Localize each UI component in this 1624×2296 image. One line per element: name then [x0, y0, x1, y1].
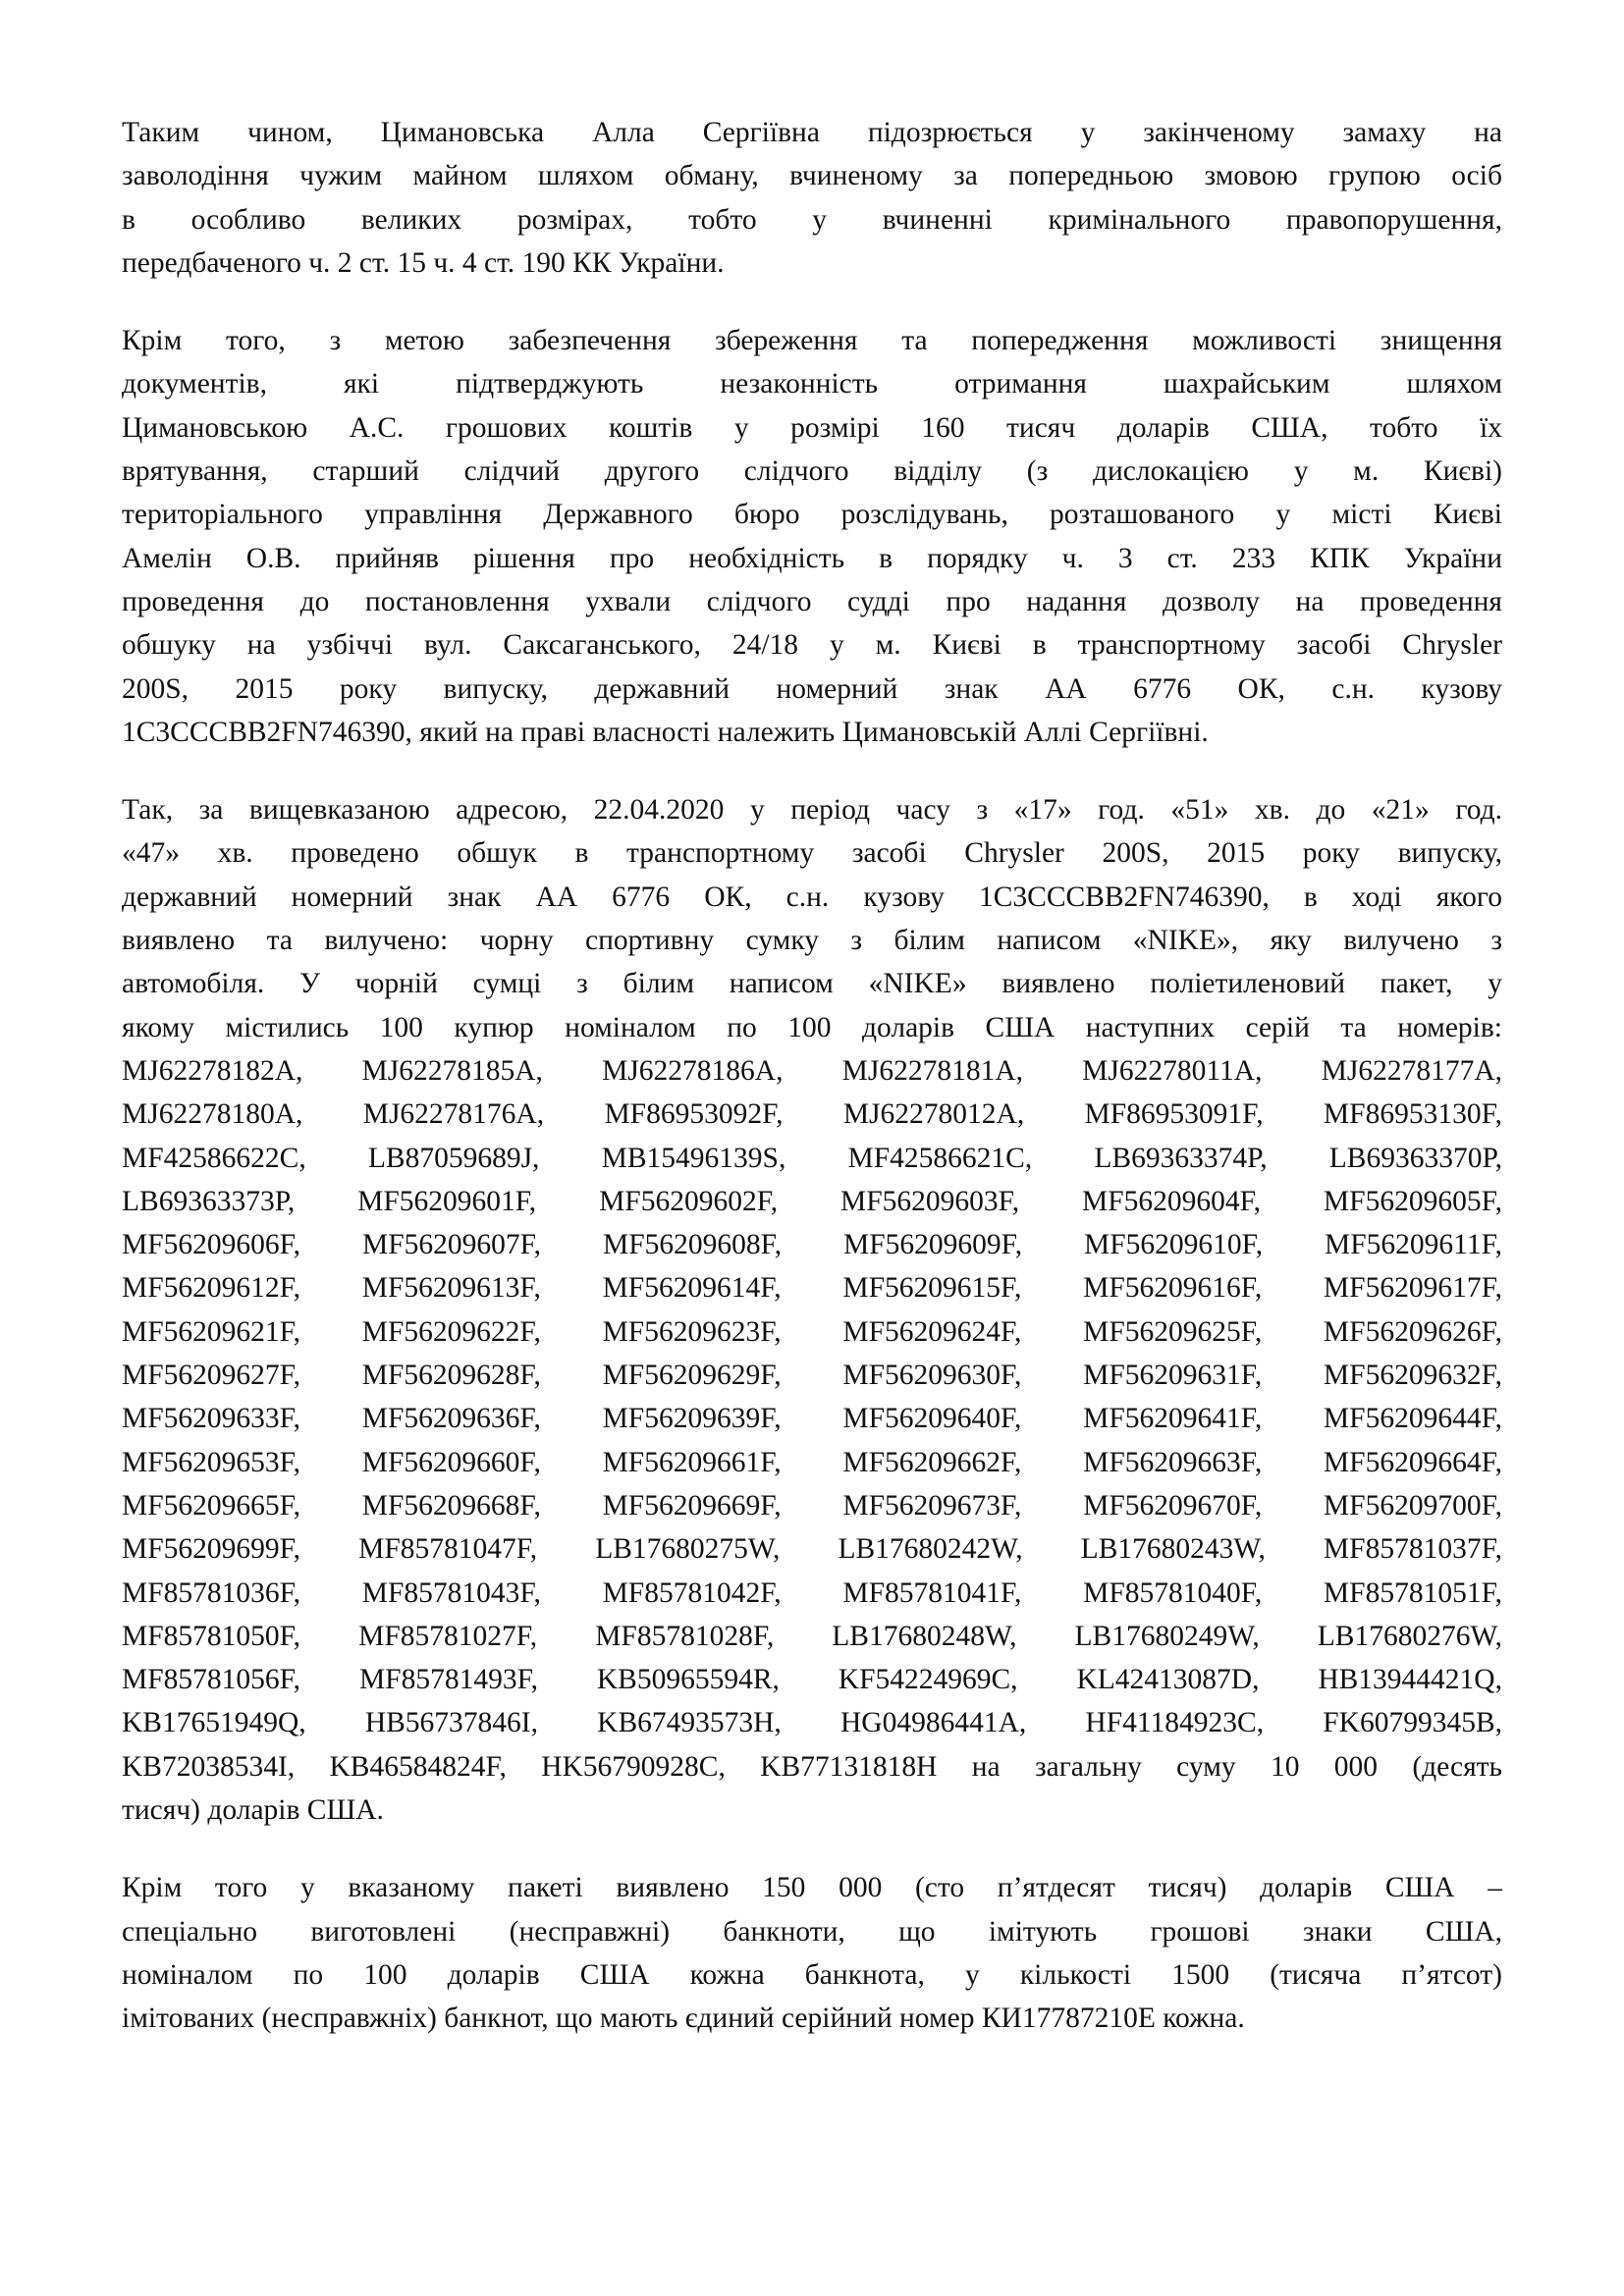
text-line: імітованих (несправжніх) банкнот, що мають єдиний серійний номер КИ17787210Е кожна. — [122, 2002, 1245, 2035]
text-line: врятування, старший слідчий другого слідчого відділу (з дислокацією у м. Києві) — [122, 455, 1502, 488]
text-line: якому містились 100 купюр номіналом по 100 доларів США наступних серій та номерів: — [122, 1011, 1502, 1043]
text-line: Крім того, з метою забезпечення збереження та попередження можливості знищення — [122, 325, 1502, 357]
serial-numbers-line: LB69363373P, MF56209601F, MF56209602F, MF56209603F, MF56209604F, MF56209605F, — [122, 1185, 1502, 1217]
paragraph-suspicion — [122, 111, 1502, 285]
text-line: «47» хв. проведено обшук в транспортному засобі Chrysler 200S, 2015 року випуску, — [122, 837, 1502, 870]
document-page — [122, 111, 1502, 2074]
serial-numbers-line: MF56209621F, MF56209622F, MF56209623F, MF56209624F, MF56209625F, MF56209626F, — [122, 1315, 1502, 1348]
serial-numbers-line: MF56209633F, MF56209636F, MF56209639F, MF56209640F, MF56209641F, MF56209644F, — [122, 1403, 1502, 1435]
text-line: 1C3CCCBB2FN746390, який на праві власності належить Цимановській Аллі Сергіївні. — [122, 716, 1209, 748]
serial-numbers-line: MF56209627F, MF56209628F, MF56209629F, MF56209630F, MF56209631F, MF56209632F, — [122, 1360, 1502, 1392]
text-line: номіналом по 100 доларів США кожна банкнота, у кількості 1500 (тисяча п’ятсот) — [122, 1958, 1502, 1991]
serial-numbers-line: MF85781036F, MF85781043F, MF85781042F, MF85781041F, MF85781040F, MF85781051F, — [122, 1576, 1502, 1609]
text-line: Таким чином, Цимановська Алла Сергіївна підозрюється у закінченому замаху на — [122, 117, 1502, 148]
text-line: 200S, 2015 року випуску, державний номерний знак АА 6776 ОК, с.н. кузову — [122, 672, 1502, 705]
text-line: автомобіля. У чорній сумці з білим написом «NIKE» виявлено поліетиленовий пакет, у — [122, 968, 1502, 1000]
text-line: спеціально виготовлені (несправжні) банкноти, що імітують грошові знаки США, — [122, 1915, 1502, 1948]
serial-numbers-line: MF56209665F, MF56209668F, MF56209669F, MF56209673F, MF56209670F, MF56209700F, — [122, 1489, 1502, 1522]
serial-numbers-line: KB72038534I, KB46584824F, HK56790928C, KB77131818H на загальну суму 10 000 (десять — [122, 1750, 1502, 1783]
text-line: державний номерний знак АА 6776 ОК, с.н. кузову 1C3CCCBB2FN746390, в ході якого — [122, 881, 1502, 913]
text-line: проведення до постановлення ухвали слідчого судді про надання дозволу на проведення — [122, 585, 1502, 617]
paragraph-counterfeit-notes — [122, 1866, 1502, 2040]
serial-numbers-line: MF42586622C, LB87059689J, MB15496139S, MF42586621C, LB69363374P, LB69363370P, — [122, 1142, 1502, 1174]
text-line: тисяч) доларів США. — [122, 1793, 384, 1826]
serial-numbers-line: MJ62278180A, MJ62278176A, MF86953092F, MJ62278012A, MF86953091F, MF86953130F, — [122, 1098, 1502, 1131]
text-line: Так, за вищевказаною адресою, 22.04.2020 у період часу з «17» год. «51» хв. до «21» год. — [122, 794, 1502, 827]
text-line: виявлено та вилучено: чорну спортивну сумку з білим написом «NIKE», яку вилучено з — [122, 925, 1502, 957]
text-line: Амелін О.В. прийняв рішення про необхідність в порядку ч. 3 ст. 233 КПК України — [122, 542, 1502, 574]
serial-numbers-line: MF56209699F, MF85781047F, LB17680275W, LB17680242W, LB17680243W, MF85781037F, — [122, 1533, 1502, 1566]
text-line: документів, які підтверджують незаконність отримання шахрайським шляхом — [122, 368, 1502, 400]
text-line: Цимановською А.С. грошових коштів у розмірі 160 тисяч доларів США, тобто їх — [122, 411, 1502, 444]
text-line: заволодіння чужим майном шляхом обману, вчиненому за попередньою змовою групою осіб — [122, 160, 1502, 192]
serial-numbers-line: MF85781056F, MF85781493F, KB50965594R, KF54224969C, KL42413087D, HB13944421Q, — [122, 1664, 1502, 1696]
text-line: територіального управління Державного бюро розслідувань, розташованого у місті Києві — [122, 499, 1502, 531]
serial-numbers-line: MF56209612F, MF56209613F, MF56209614F, MF56209615F, MF56209616F, MF56209617F, — [122, 1272, 1502, 1305]
paragraph-search-decision — [122, 319, 1502, 754]
paragraph-search-results — [122, 788, 1502, 1832]
text-line: Крім того у вказаному пакеті виявлено 150 000 (сто п’ятдесят тисяч) доларів США – — [122, 1872, 1502, 1904]
serial-numbers-line: MF56209606F, MF56209607F, MF56209608F, MF56209609F, MF56209610F, MF56209611F, — [122, 1229, 1502, 1261]
serial-numbers-line: MF56209653F, MF56209660F, MF56209661F, MF56209662F, MF56209663F, MF56209664F, — [122, 1446, 1502, 1478]
serial-numbers-line: KB17651949Q, HB56737846I, KB67493573H, HG04986441A, HF41184923C, FK60799345B, — [122, 1707, 1502, 1739]
serial-numbers-line: MF85781050F, MF85781027F, MF85781028F, LB17680248W, LB17680249W, LB17680276W, — [122, 1620, 1502, 1652]
text-line: передбаченого ч. 2 ст. 15 ч. 4 ст. 190 КК України. — [122, 246, 725, 279]
text-line: в особливо великих розмірах, тобто у вчиненні кримінального правопорушення, — [122, 203, 1502, 236]
serial-numbers-line: MJ62278182A, MJ62278185A, MJ62278186A, MJ62278181A, MJ62278011A, MJ62278177A, — [122, 1054, 1502, 1087]
text-line: обшуку на узбіччі вул. Саксаганського, 24/18 у м. Києві в транспортному засобі Chrysler — [122, 629, 1502, 662]
